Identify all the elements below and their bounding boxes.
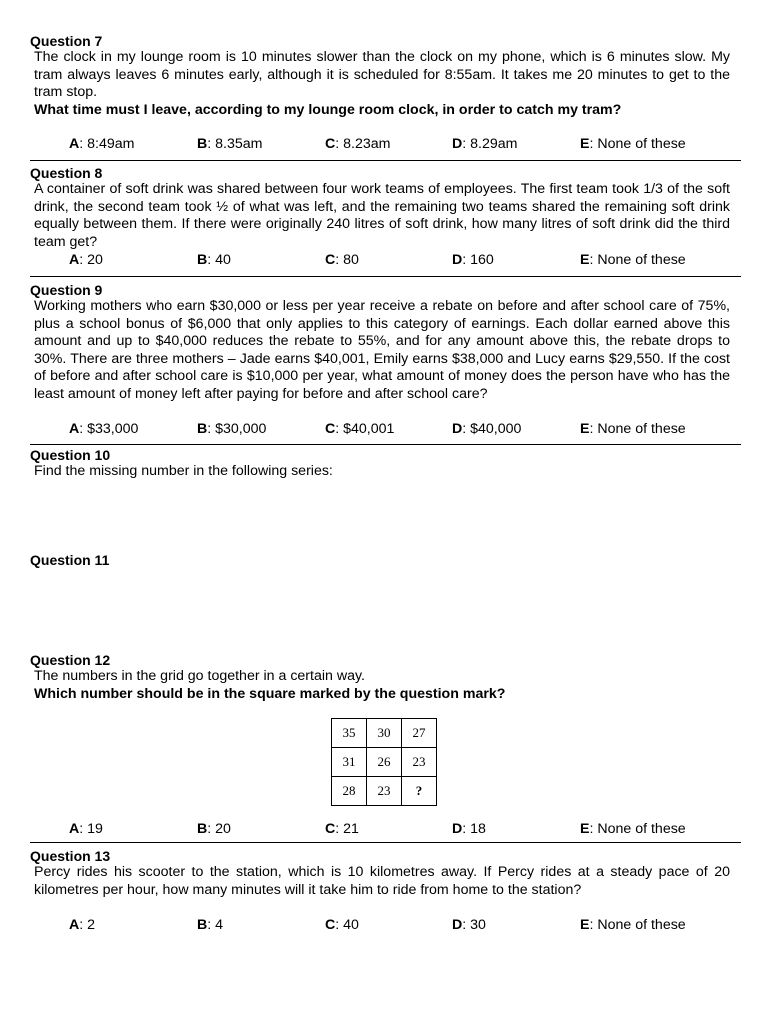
grid-cell: 28 <box>332 777 367 806</box>
answer-value: 40 <box>343 917 359 933</box>
section-divider <box>30 160 741 161</box>
question-7-text: The clock in my lounge room is 10 minutes slower than the clock on my phone, which is 6 minutes slow. My tram always leaves 6 minutes early, although it is scheduled for 8:55am. It takes me 20 minutes to get to the tram stop. <box>34 49 730 100</box>
question-13-answers <box>0 916 768 934</box>
answer-separator: : <box>335 252 344 268</box>
question-8-title: Question 8 <box>30 165 103 181</box>
grid-cell: 31 <box>332 748 367 777</box>
answer-value: 8.23am <box>343 136 391 152</box>
grid-cell: 30 <box>367 719 402 748</box>
answer-letter: A <box>69 917 80 933</box>
answer-option <box>69 251 103 269</box>
question-8-answers <box>0 251 768 269</box>
answer-letter: C <box>325 136 336 152</box>
question-12-title: Question 12 <box>30 652 111 668</box>
answer-separator: : <box>207 821 216 837</box>
question-9-title: Question 9 <box>30 282 103 298</box>
section-divider <box>30 276 741 277</box>
answer-letter: A <box>69 421 80 437</box>
question-8-text: A container of soft drink was shared between four work teams of employees. The first team took 1/3 of the soft drink, the second team took ½ of what was left, and the remaining two teams shared the remaining soft drink equally between them. If there were originally 240 litres of soft drink, how many litres of soft drink did the third team get? <box>34 181 730 250</box>
answer-value: None of these <box>597 821 686 837</box>
answer-option <box>580 251 686 269</box>
answer-separator: : <box>335 821 344 837</box>
answer-value: None of these <box>597 917 686 933</box>
answer-separator: : <box>79 136 88 152</box>
answer-value: $30,000 <box>215 421 267 437</box>
answer-separator: : <box>335 136 344 152</box>
answer-option <box>452 135 517 153</box>
answer-letter: B <box>197 136 208 152</box>
answer-option <box>452 820 486 838</box>
answer-value: 30 <box>470 917 486 933</box>
answer-separator: : <box>589 917 598 933</box>
answer-option <box>197 135 262 153</box>
answer-separator: : <box>207 136 216 152</box>
answer-option <box>325 135 390 153</box>
question-11-title: Question 11 <box>30 552 110 568</box>
grid-cell: 23 <box>402 748 437 777</box>
answer-option <box>325 916 359 934</box>
question-13-text: Percy rides his scooter to the station, which is 10 kilometres away. If Percy rides at a steady pace of 20 kilometres per hour, how many minutes will it take him to ride from home to the station? <box>34 864 730 898</box>
question-10-title: Question 10 <box>30 447 111 463</box>
answer-letter: D <box>452 136 463 152</box>
answer-letter: C <box>325 252 336 268</box>
answer-separator: : <box>207 917 216 933</box>
question-9-text: Working mothers who earn $30,000 or less per year receive a rebate on before and after school care of 75%, plus a school bonus of $6,000 that only applies to this category of earnings. Each dollar earned above this amount and up to $40,000 reduces the rebate to 55%, and for any amount above this, the rebate drops to 30%. There are three mothers – Jade earns $40,001, Emily earns $38,000 and Lucy earns $29,550. If the cost of before and after school care is $10,000 per year, what amount of money does the person have who has the least amount of money left after paying for before and after school care? <box>34 298 730 402</box>
answer-option <box>197 916 223 934</box>
answer-option <box>580 135 686 153</box>
answer-letter: B <box>197 421 208 437</box>
answer-value: 18 <box>470 821 486 837</box>
answer-value: 21 <box>343 821 359 837</box>
answer-separator: : <box>79 252 88 268</box>
answer-value: 8:49am <box>87 136 135 152</box>
question-13-body <box>34 864 730 899</box>
grid-cell: 27 <box>402 719 437 748</box>
answer-separator: : <box>335 421 344 437</box>
answer-option <box>197 420 266 438</box>
number-grid <box>331 718 437 806</box>
answer-separator: : <box>462 821 471 837</box>
answer-value: None of these <box>597 421 686 437</box>
answer-option <box>197 820 231 838</box>
answer-value: 20 <box>87 252 103 268</box>
answer-letter: E <box>580 821 590 837</box>
grid-row <box>332 719 437 748</box>
answer-value: 8.35am <box>215 136 263 152</box>
answer-letter: D <box>452 252 463 268</box>
answer-option <box>197 251 231 269</box>
answer-letter: C <box>325 421 336 437</box>
answer-option <box>452 420 521 438</box>
answer-separator: : <box>462 421 471 437</box>
answer-separator: : <box>589 252 598 268</box>
answer-letter: D <box>452 821 463 837</box>
answer-value: 4 <box>215 917 224 933</box>
answer-value: $40,001 <box>343 421 395 437</box>
answer-letter: B <box>197 821 208 837</box>
answer-value: 20 <box>215 821 231 837</box>
answer-separator: : <box>589 421 598 437</box>
answer-value: $40,000 <box>470 421 522 437</box>
answer-separator: : <box>335 917 344 933</box>
answer-option <box>580 820 686 838</box>
answer-separator: : <box>589 821 598 837</box>
answer-option <box>452 251 494 269</box>
question-7-prompt: What time must I leave, according to my lounge room clock, in order to catch my tram? <box>34 101 622 118</box>
question-9-answers <box>0 420 768 438</box>
answer-option <box>325 420 394 438</box>
answer-separator: : <box>79 917 88 933</box>
answer-letter: C <box>325 821 336 837</box>
answer-letter: E <box>580 252 590 268</box>
question-12-prompt: Which number should be in the square marked by the question mark? <box>34 685 506 702</box>
question-10-body <box>34 463 730 481</box>
question-7-title: Question 7 <box>30 33 103 49</box>
answer-letter: A <box>69 252 80 268</box>
answer-value: 19 <box>87 821 103 837</box>
answer-value: None of these <box>597 252 686 268</box>
question-9-body <box>34 298 730 403</box>
answer-option <box>69 916 95 934</box>
question-7-body <box>34 49 730 119</box>
answer-option <box>325 820 359 838</box>
grid-cell: 23 <box>367 777 402 806</box>
grid-row <box>332 748 437 777</box>
question-13-title: Question 13 <box>30 848 111 864</box>
question-12-answers <box>0 820 768 838</box>
answer-value: 80 <box>343 252 359 268</box>
answer-separator: : <box>589 136 598 152</box>
answer-value: 40 <box>215 252 231 268</box>
question-12-text: The numbers in the grid go together in a certain way. <box>34 668 365 684</box>
answer-separator: : <box>79 821 88 837</box>
section-divider <box>30 444 741 445</box>
answer-option <box>325 251 359 269</box>
question-12-body <box>34 668 730 703</box>
answer-option <box>69 420 138 438</box>
section-divider <box>30 842 741 843</box>
answer-separator: : <box>462 136 471 152</box>
answer-letter: D <box>452 421 463 437</box>
answer-value: 8.29am <box>470 136 518 152</box>
answer-value: 2 <box>87 917 96 933</box>
answer-value: 160 <box>470 252 494 268</box>
grid-row <box>332 777 437 806</box>
answer-letter: B <box>197 252 208 268</box>
answer-option <box>580 420 686 438</box>
answer-option <box>69 135 134 153</box>
answer-value: $33,000 <box>87 421 139 437</box>
answer-option <box>69 820 103 838</box>
answer-letter: C <box>325 917 336 933</box>
answer-value: None of these <box>597 136 686 152</box>
answer-separator: : <box>207 421 216 437</box>
answer-separator: : <box>462 917 471 933</box>
answer-option <box>580 916 686 934</box>
answer-separator: : <box>462 252 471 268</box>
grid-cell: 26 <box>367 748 402 777</box>
answer-letter: E <box>580 136 590 152</box>
answer-letter: D <box>452 917 463 933</box>
answer-letter: E <box>580 917 590 933</box>
question-10-text: Find the missing number in the following series: <box>34 463 333 479</box>
grid-cell: 35 <box>332 719 367 748</box>
answer-option <box>452 916 486 934</box>
answer-letter: E <box>580 421 590 437</box>
answer-letter: A <box>69 136 80 152</box>
grid-cell-question-mark: ? <box>402 777 437 806</box>
question-7-answers <box>0 135 768 153</box>
answer-separator: : <box>79 421 88 437</box>
answer-letter: A <box>69 821 80 837</box>
answer-letter: B <box>197 917 208 933</box>
answer-separator: : <box>207 252 216 268</box>
question-8-body <box>34 181 730 251</box>
